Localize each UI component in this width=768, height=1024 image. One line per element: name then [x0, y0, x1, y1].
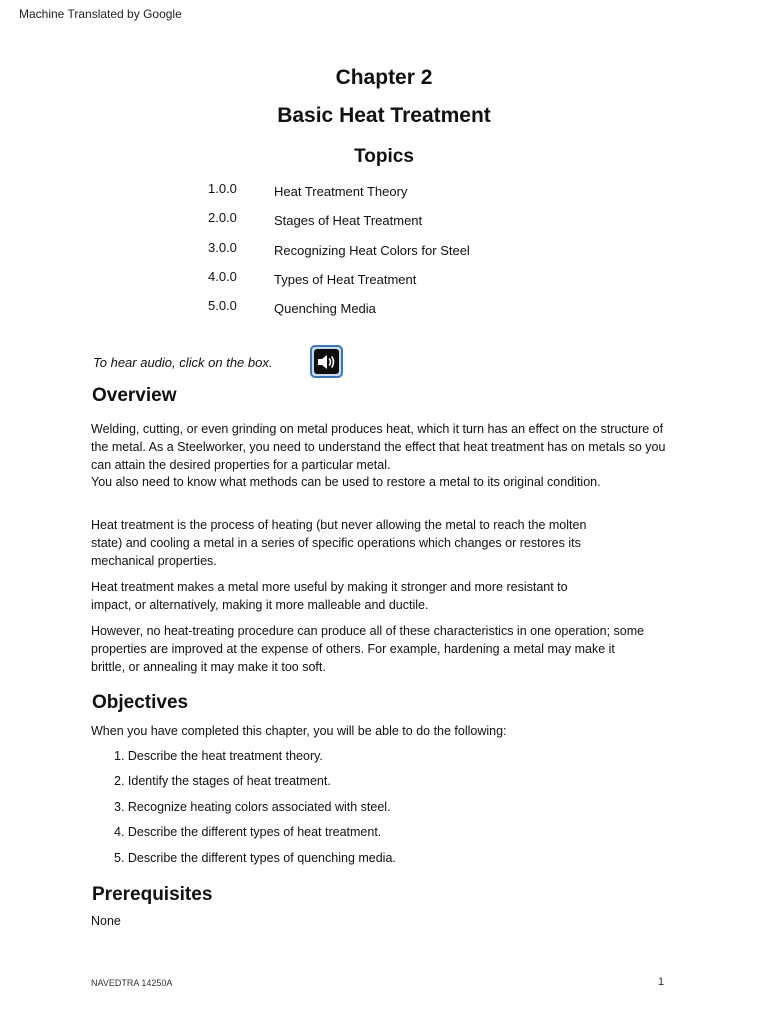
overview-heading: Overview — [92, 385, 177, 406]
topic-title: Recognizing Heat Colors for Steel — [274, 243, 470, 258]
overview-paragraph: Welding, cutting, or even grinding on metal produces heat, which it turn has an effect on the structure of the metal. As a Steelworker, you need to understand the effect that heat treatment has on metals so you can attain the desired properties for a particular metal. — [91, 422, 666, 472]
machine-translated-note: Machine Translated by Google — [19, 7, 182, 21]
audio-play-button[interactable] — [310, 345, 343, 378]
topic-number: 5.0.0 — [208, 298, 237, 313]
speaker-icon — [316, 352, 338, 372]
topic-title: Stages of Heat Treatment — [274, 213, 423, 228]
overview-paragraph: You also need to know what methods can be used to restore a metal to its original condition. — [91, 475, 601, 489]
objective-item: 3. Recognize heating colors associated with steel. — [114, 800, 391, 814]
overview-paragraph: Heat treatment makes a metal more useful by making it stronger and more resistant to impact, or alternatively, making it more malleable and ductile. — [91, 580, 568, 612]
prerequisites-heading: Prerequisites — [92, 884, 213, 905]
prerequisites-value: None — [91, 914, 121, 928]
topic-title: Quenching Media — [274, 301, 376, 316]
chapter-title: Chapter 2 — [335, 66, 433, 89]
objective-item: 1. Describe the heat treatment theory. — [114, 749, 323, 763]
page-number: 1 — [658, 976, 665, 988]
objective-item: 5. Describe the different types of quenching media. — [114, 851, 396, 865]
topic-number: 1.0.0 — [208, 181, 237, 196]
objectives-intro: When you have completed this chapter, you will be able to do the following: — [91, 724, 507, 738]
overview-paragraph: However, no heat-treating procedure can produce all of these characteristics in one operation; some properties are improved at the expense of others. For example, hardening a metal may make it brittle, or annealing it may make it too soft. — [91, 624, 645, 674]
topic-number: 4.0.0 — [208, 269, 237, 284]
topic-number: 3.0.0 — [208, 240, 237, 255]
objectives-heading: Objectives — [92, 692, 189, 713]
objective-item: 2. Identify the stages of heat treatment. — [114, 774, 331, 788]
objective-item: 4. Describe the different types of heat treatment. — [114, 825, 382, 839]
overview-paragraph: Heat treatment is the process of heating (but never allowing the metal to reach the molten state) and cooling a metal in a series of specific operations which changes or restores its mechanical properties. — [91, 518, 587, 568]
audio-note: To hear audio, click on the box. — [93, 355, 273, 370]
footer-doc-id: NAVEDTRA 14250A — [91, 978, 173, 988]
chapter-subtitle: Basic Heat Treatment — [277, 104, 491, 127]
topic-number: 2.0.0 — [208, 210, 237, 225]
topics-heading: Topics — [354, 146, 414, 167]
topic-title: Types of Heat Treatment — [274, 272, 417, 287]
topic-title: Heat Treatment Theory — [274, 184, 408, 199]
